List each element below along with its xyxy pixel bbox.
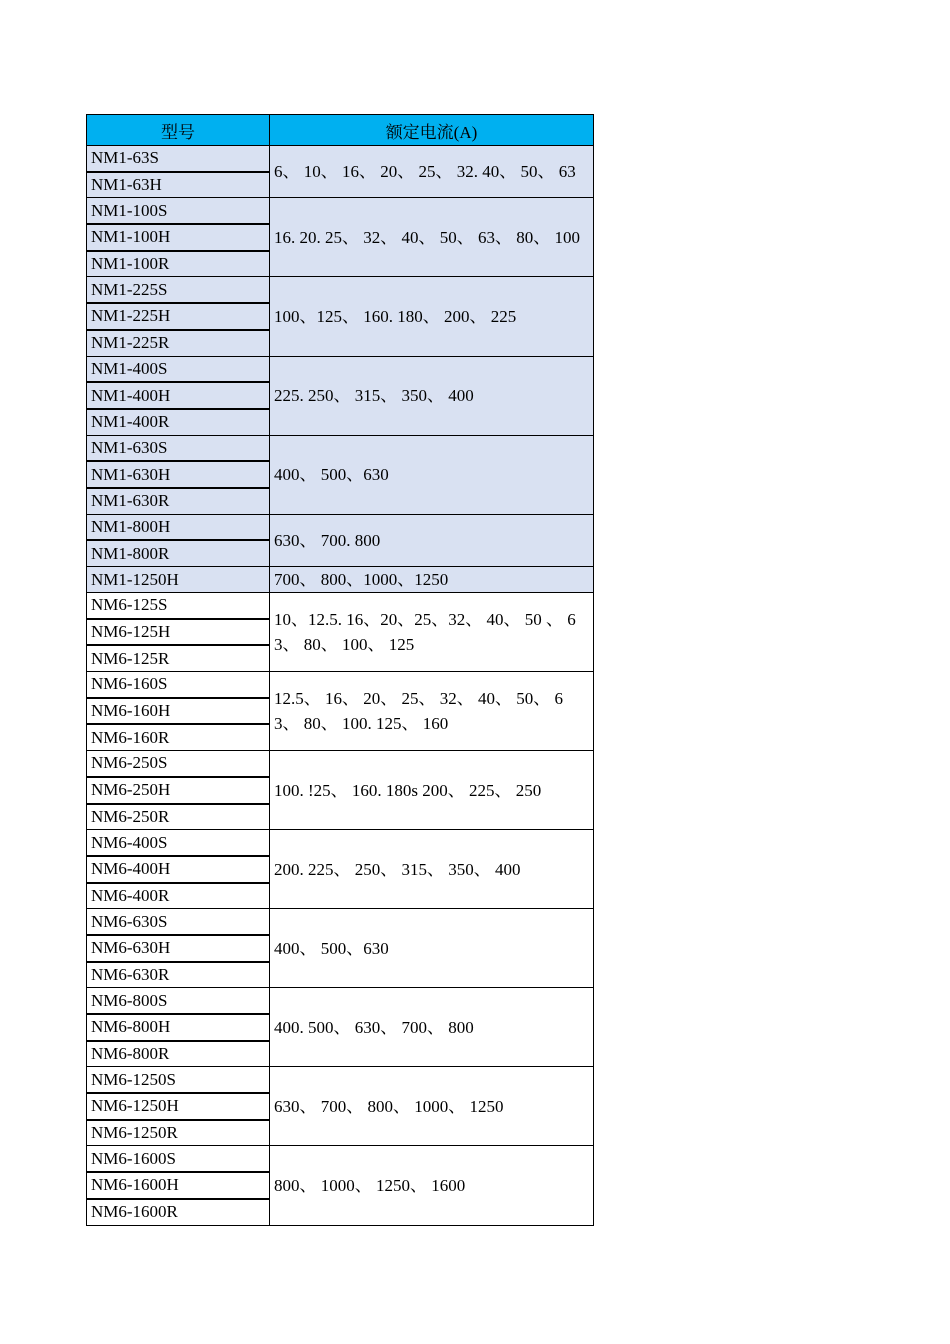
spec-table-container [86,114,593,1226]
model-cell: NM6-1600H [87,1172,270,1199]
rated-current-cell: 700、 800、1000、1250 [270,567,594,593]
model-column-header: 型号 [87,115,270,146]
rated-current-cell: 400、 500、630 [270,435,594,514]
model-cell: NM1-400H [87,382,270,409]
model-cell: NM1-100R [87,251,270,277]
table-row [87,672,594,698]
table-row [87,988,594,1014]
rated-current-cell: 100. !25、 160. 180s 200、 225、 250 [270,751,594,830]
model-cell: NM6-160H [87,698,270,725]
model-cell: NM1-630R [87,488,270,514]
model-cell: NM6-800S [87,988,270,1014]
model-cell: NM6-1250S [87,1067,270,1093]
model-cell: NM1-100H [87,224,270,251]
model-cell: NM6-1250R [87,1120,270,1146]
table-row [87,277,594,303]
table-row [87,909,594,935]
rated-current-cell: 225. 250、 315、 350、 400 [270,356,594,435]
model-cell: NM6-250H [87,777,270,804]
rated-current-cell: 630、 700、 800、 1000、 1250 [270,1067,594,1146]
table-row [87,514,594,540]
model-cell: NM6-125R [87,645,270,671]
model-cell: NM6-630S [87,909,270,935]
model-cell: NM6-800R [87,1041,270,1067]
rated-current-column-header: 额定电流(A) [270,115,594,146]
model-cell: NM6-400H [87,856,270,883]
model-cell: NM1-63H [87,172,270,198]
table-row [87,198,594,224]
table-row [87,593,594,619]
spec-table [86,114,594,1226]
model-cell: NM6-400S [87,830,270,856]
table-row [87,435,594,461]
model-cell: NM1-800H [87,514,270,540]
model-cell: NM6-800H [87,1014,270,1041]
model-cell: NM1-630H [87,461,270,488]
table-row [87,1067,594,1093]
model-cell: NM6-125H [87,619,270,646]
rated-current-cell: 630、 700. 800 [270,514,594,566]
model-cell: NM1-100S [87,198,270,224]
model-cell: NM6-160R [87,724,270,750]
table-row [87,146,594,172]
table-row [87,1146,594,1172]
model-cell: NM1-225R [87,330,270,356]
rated-current-cell: 400、 500、630 [270,909,594,988]
model-cell: NM6-1600R [87,1199,270,1225]
model-cell: NM1-225S [87,277,270,303]
rated-current-cell: 6、 10、 16、 20、 25、 32. 40、 50、 63 [270,146,594,198]
model-cell: NM1-1250H [87,567,270,593]
model-cell: NM6-160S [87,672,270,698]
rated-current-cell: 200. 225、 250、 315、 350、 400 [270,830,594,909]
model-cell: NM6-1600S [87,1146,270,1172]
rated-current-cell: 12.5、 16、 20、 25、 32、 40、 50、 63、 80、 100. 125、 160 [270,672,594,751]
model-cell: NM6-400R [87,883,270,909]
model-cell: NM6-630R [87,962,270,988]
table-row [87,751,594,777]
table-row [87,356,594,382]
table-row [87,567,594,593]
model-cell: NM1-630S [87,435,270,461]
model-cell: NM6-125S [87,593,270,619]
model-cell: NM6-250S [87,751,270,777]
model-cell: NM1-63S [87,146,270,172]
table-row [87,830,594,856]
model-cell: NM1-400R [87,409,270,435]
model-cell: NM6-1250H [87,1093,270,1120]
rated-current-cell: 100、125、 160. 180、 200、 225 [270,277,594,356]
header-row [87,115,594,146]
rated-current-cell: 10、12.5. 16、20、25、32、 40、 50 、 63、 80、 100、 125 [270,593,594,672]
model-cell: NM6-630H [87,935,270,962]
rated-current-cell: 400. 500、 630、 700、 800 [270,988,594,1067]
rated-current-cell: 16. 20. 25、 32、 40、 50、 63、 80、 100 [270,198,594,277]
model-cell: NM1-800R [87,540,270,566]
rated-current-cell: 800、 1000、 1250、 1600 [270,1146,594,1225]
model-cell: NM1-400S [87,356,270,382]
model-cell: NM6-250R [87,804,270,830]
table-body [87,146,594,1226]
model-cell: NM1-225H [87,303,270,330]
